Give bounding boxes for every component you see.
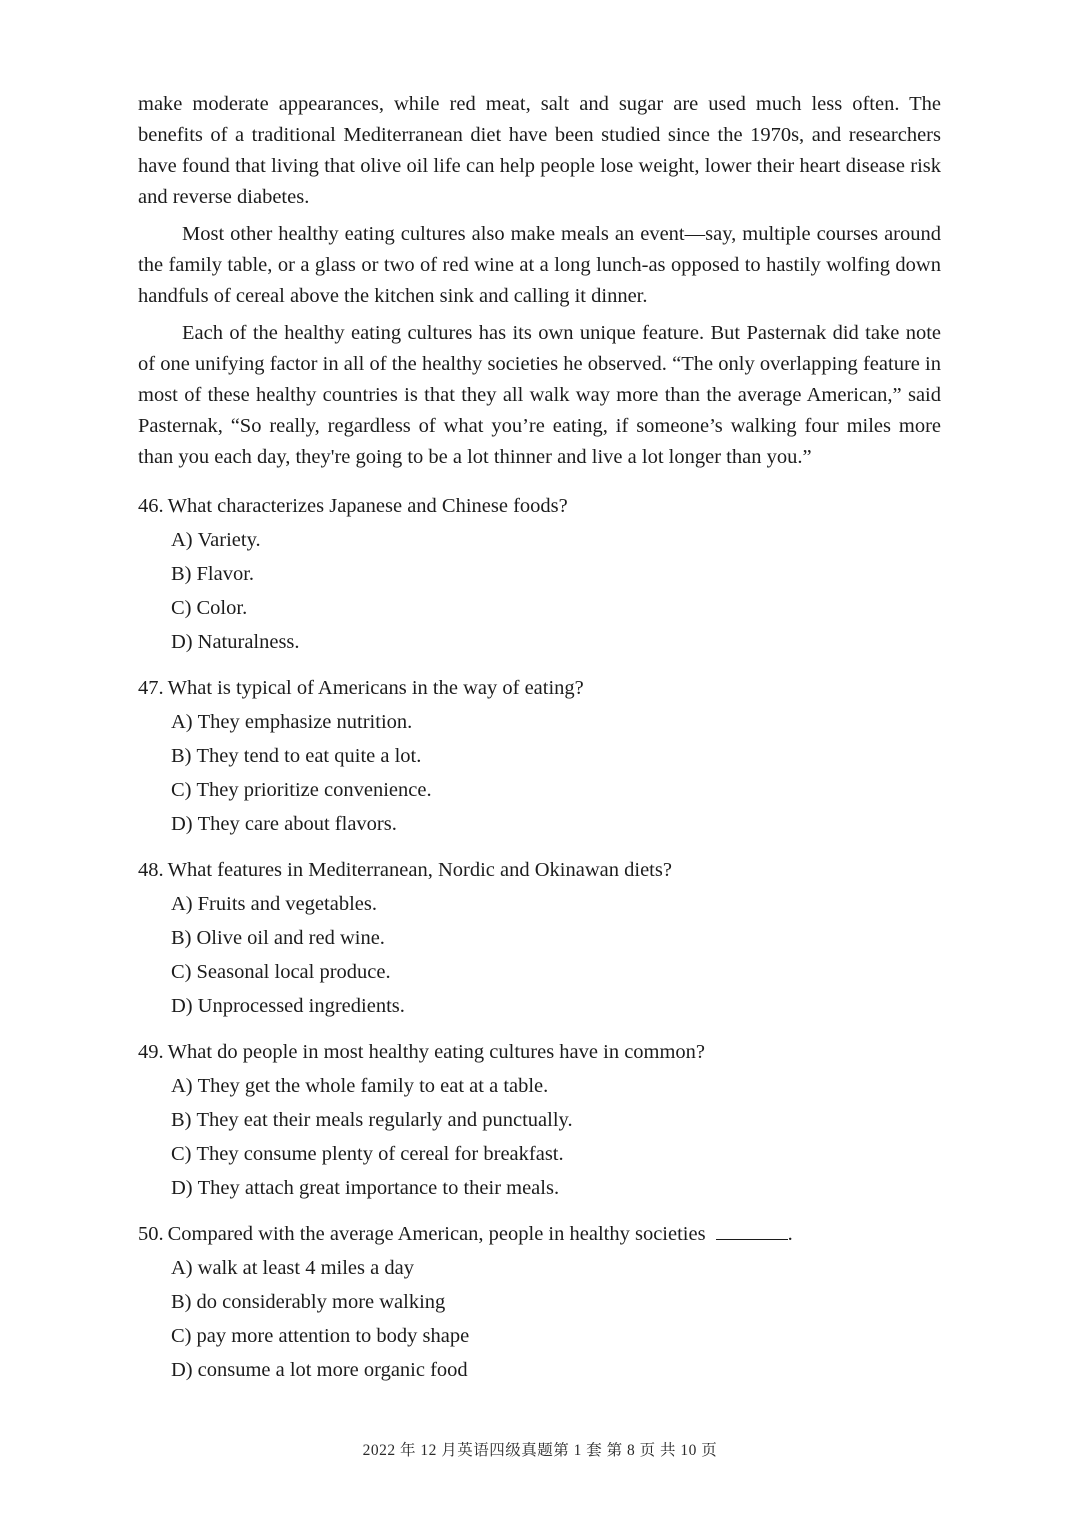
option-text: Variety.	[197, 529, 261, 551]
passage-paragraph-1: make moderate appearances, while red meat, salt and sugar are used much less often. The benefits of a traditional Mediterranean diet have been studied since the 1970s, and researchers have found that living that olive oil life can help people lose weight, lower their heart disease risk and reverse diabetes.	[138, 93, 941, 208]
option-c[interactable]	[171, 1319, 941, 1353]
page-footer: 2022 年 12 月英语四级真题第 1 套 第 8 页 共 10 页	[362, 1442, 718, 1459]
question-list	[138, 489, 941, 1387]
option-letter: C)	[171, 1143, 192, 1165]
option-text: They eat their meals regularly and punctually.	[196, 1109, 573, 1131]
option-b[interactable]	[171, 921, 941, 955]
option-letter: A)	[171, 711, 193, 733]
option-c[interactable]	[171, 955, 941, 989]
option-a[interactable]	[171, 887, 941, 921]
option-d[interactable]	[171, 1171, 941, 1205]
option-text: walk at least 4 miles a day	[197, 1257, 414, 1279]
option-text: Naturalness.	[197, 631, 300, 653]
option-letter: C)	[171, 597, 192, 619]
question-number: 50.	[138, 1223, 164, 1245]
passage-paragraph-3: Each of the healthy eating cultures has its own unique feature. But Pasternak did take note of one unifying factor in all of the healthy societies he observed. “The only overlapping feature in most of these healthy countries is that they all walk way more than the average American,” said Pasternak, “So really, regardless of what you’re eating, if someone’s walking four miles more than you each day, they're going to be a lot thinner and live a lot longer than you.”	[138, 322, 941, 468]
option-letter: D)	[171, 813, 193, 835]
question-number: 48.	[138, 859, 164, 881]
reading-passage	[138, 89, 941, 473]
option-text: Color.	[196, 597, 248, 619]
option-letter: A)	[171, 1257, 193, 1279]
option-list	[138, 1069, 941, 1205]
option-text: They get the whole family to eat at a table.	[197, 1075, 549, 1097]
question-number: 46.	[138, 495, 164, 517]
question-stem-end: .	[787, 1223, 793, 1245]
option-letter: A)	[171, 893, 193, 915]
option-c[interactable]	[171, 1137, 941, 1171]
option-text: Fruits and vegetables.	[197, 893, 377, 915]
option-letter: B)	[171, 563, 192, 585]
question-text: What do people in most healthy eating cultures have in common?	[167, 1041, 706, 1063]
option-c[interactable]	[171, 591, 941, 625]
option-letter: C)	[171, 779, 192, 801]
option-letter: B)	[171, 745, 192, 767]
option-b[interactable]	[171, 557, 941, 591]
option-text: Unprocessed ingredients.	[197, 995, 405, 1017]
question-stem	[138, 853, 941, 887]
option-text: Seasonal local produce.	[196, 961, 391, 983]
option-letter: D)	[171, 1359, 193, 1381]
option-letter: D)	[171, 995, 193, 1017]
question-stem	[138, 1035, 941, 1069]
option-letter: C)	[171, 961, 192, 983]
question-stem	[138, 489, 941, 523]
exam-page	[138, 89, 941, 1399]
option-text: do considerably more walking	[196, 1291, 446, 1313]
question-50	[138, 1217, 941, 1387]
option-text: They attach great importance to their meals.	[197, 1177, 560, 1199]
option-b[interactable]	[171, 1103, 941, 1137]
option-b[interactable]	[171, 1285, 941, 1319]
option-list	[138, 705, 941, 841]
option-letter: D)	[171, 1177, 193, 1199]
option-letter: B)	[171, 927, 192, 949]
option-c[interactable]	[171, 773, 941, 807]
question-46	[138, 489, 941, 659]
passage-paragraph-2: Most other healthy eating cultures also make meals an event—say, multiple courses around the family table, or a glass or two of red wine at a long lunch-as opposed to hastily wolfing down handfuls of cereal above the kitchen sink and calling it dinner.	[138, 223, 941, 307]
answer-blank[interactable]	[716, 1222, 788, 1240]
option-d[interactable]	[171, 989, 941, 1023]
option-text: They care about flavors.	[197, 813, 397, 835]
option-text: Olive oil and red wine.	[196, 927, 385, 949]
question-text: Compared with the average American, people in healthy societies	[167, 1223, 706, 1245]
question-text: What is typical of Americans in the way of eating?	[167, 677, 584, 699]
question-number: 49.	[138, 1041, 164, 1063]
option-letter: B)	[171, 1109, 192, 1131]
option-text: pay more attention to body shape	[196, 1325, 470, 1347]
option-text: They consume plenty of cereal for breakfast.	[196, 1143, 564, 1165]
option-list	[138, 1251, 941, 1387]
option-list	[138, 887, 941, 1023]
question-48	[138, 853, 941, 1023]
option-letter: A)	[171, 529, 193, 551]
option-d[interactable]	[171, 807, 941, 841]
option-a[interactable]	[171, 705, 941, 739]
option-d[interactable]	[171, 1353, 941, 1387]
question-49	[138, 1035, 941, 1205]
option-text: They tend to eat quite a lot.	[196, 745, 422, 767]
option-a[interactable]	[171, 523, 941, 557]
question-text: What characterizes Japanese and Chinese foods?	[167, 495, 568, 517]
option-letter: A)	[171, 1075, 193, 1097]
option-a[interactable]	[171, 1069, 941, 1103]
question-stem	[138, 671, 941, 705]
option-text: Flavor.	[196, 563, 255, 585]
option-d[interactable]	[171, 625, 941, 659]
option-letter: B)	[171, 1291, 192, 1313]
option-a[interactable]	[171, 1251, 941, 1285]
option-b[interactable]	[171, 739, 941, 773]
option-text: consume a lot more organic food	[197, 1359, 468, 1381]
question-47	[138, 671, 941, 841]
question-text: What features in Mediterranean, Nordic and Okinawan diets?	[167, 859, 672, 881]
option-list	[138, 523, 941, 659]
question-stem	[138, 1217, 941, 1251]
option-text: They emphasize nutrition.	[197, 711, 413, 733]
option-letter: C)	[171, 1325, 192, 1347]
option-text: They prioritize convenience.	[196, 779, 432, 801]
option-letter: D)	[171, 631, 193, 653]
question-number: 47.	[138, 677, 164, 699]
